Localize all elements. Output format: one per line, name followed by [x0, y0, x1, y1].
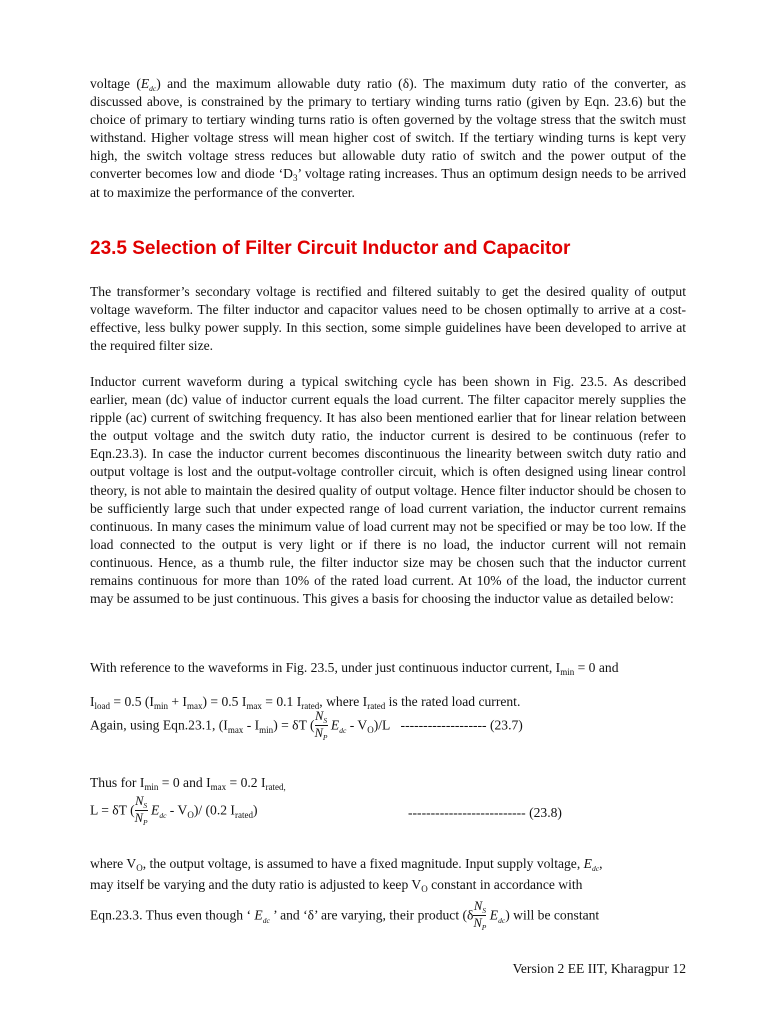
- subscript: O: [136, 863, 143, 873]
- fraction-ns-np: [473, 900, 486, 931]
- subscript: S: [323, 716, 328, 725]
- symbol-edc: E: [583, 856, 592, 871]
- subscript: dc: [498, 915, 506, 925]
- text: ) will be constant: [505, 907, 600, 923]
- symbol-np: N: [134, 811, 143, 825]
- fraction-ns-np: [315, 710, 328, 741]
- equation-number: (23.7): [489, 717, 523, 733]
- text: - V: [166, 802, 188, 818]
- text: I: [90, 694, 95, 709]
- subscript: load: [94, 701, 111, 711]
- symbol-edc: E: [140, 76, 150, 91]
- symbol-edc: E: [151, 802, 160, 818]
- symbol-np: N: [473, 916, 482, 930]
- paragraph-inductor-current: Inductor current waveform during a typical switching cycle has been shown in Fig. 23.5. As described earlier, mean (dc) value of inductor current equals the load current. The filter capacitor merely supplies the ripple (ac) current of switching frequency. It has also been mentioned earlier that for linear relation between the output voltage and the switch duty ratio, the inductor current is desired to be continuous (refer to Eqn.23.3). In case the inductor current becomes discontinuous the linearity between switch duty ratio and output voltage is lost and the output-voltage controller circuit, which is often designed using linear control theory, is not able to maintain the desired quality of output voltage. Hence filter inductor should be chosen to be sufficiently large such that under expected range of load current variation, the inductor current remains continuous. In many cases the minimum value of load current may not be specified or may be too low. If the load connected to the output is very light or if there is no load, the inductor current will not remain continuous. Hence, as a thumb rule, the filter inductor size may be chosen such that the inductor current remains continuous for more than 10% of the rated load current. At 10% of the load, the inductor current may be assumed to be just continuous. This gives a basis for choosing the inductor value as detailed below:: [90, 374, 686, 607]
- text: = 0 and: [574, 660, 619, 675]
- subscript: min: [560, 667, 575, 677]
- equation-23-8-leader: [408, 804, 562, 822]
- text: With reference to the waveforms in Fig. 23.5, under just continuous inductor current, I: [90, 660, 561, 675]
- subscript: dc: [591, 864, 600, 873]
- text: L = δT (: [90, 802, 135, 818]
- text: - I: [243, 717, 260, 733]
- subscript: max: [210, 782, 227, 792]
- text: ) = δT (: [273, 717, 315, 733]
- text: - V: [346, 717, 368, 733]
- subscript: S: [482, 906, 486, 915]
- text: is the rated load current.: [385, 694, 521, 709]
- text: = 0.2 I: [226, 775, 266, 790]
- text: = 0 and I: [158, 775, 211, 790]
- subscript: dc: [262, 915, 270, 925]
- paragraph-vo-line-1: [90, 855, 686, 873]
- subscript: min: [153, 701, 168, 711]
- page-footer: Version 2 EE IIT, Kharagpur 12: [512, 961, 686, 976]
- subscript: S: [143, 801, 148, 810]
- symbol-ns: N: [135, 794, 144, 808]
- subscript: min: [144, 782, 159, 792]
- text: constant in accordance with: [427, 877, 583, 892]
- symbol-edc: E: [254, 907, 263, 923]
- subscript: 3: [292, 173, 298, 184]
- line-thus: [90, 774, 286, 792]
- subscript: rated: [301, 701, 320, 711]
- subscript: rated,: [265, 782, 286, 792]
- line-iload: [90, 693, 520, 711]
- text: ) = 0.5 I: [202, 694, 247, 709]
- symbol-edc: E: [489, 907, 499, 923]
- text: may itself be varying and the duty ratio is adjusted to keep V: [90, 877, 422, 892]
- text: where V: [90, 856, 137, 871]
- text: Eqn.23.3. Thus even though ‘: [90, 907, 255, 923]
- equation-leader: -------------------: [400, 717, 487, 733]
- text: )/ (0.2 I: [193, 802, 235, 818]
- subscript: max: [186, 701, 203, 711]
- text: , the output voltage, is assumed to have a fixed magnitude. Input supply voltage,: [142, 856, 584, 871]
- equation-leader: --------------------------: [408, 805, 526, 820]
- paragraph-vo-line-2: [90, 876, 582, 894]
- subscript: P: [143, 818, 148, 827]
- fraction-ns-np: [135, 795, 148, 826]
- subscript: P: [481, 923, 487, 932]
- text: voltage (: [90, 76, 141, 91]
- subscript: dc: [149, 84, 157, 93]
- subscript: O: [367, 724, 374, 735]
- subscript: rated: [367, 701, 386, 711]
- subscript: P: [322, 733, 328, 742]
- text: + I: [167, 694, 187, 709]
- text: Again, using Eqn.23.1, (I: [90, 717, 228, 733]
- text: ’ voltage rating increases. Thus an optimum design needs to be arrived at to maximize the performance of the converter.: [90, 166, 686, 200]
- symbol-ns: N: [473, 899, 483, 913]
- paragraph-vo-line-3: [90, 901, 599, 932]
- section-heading: 23.5 Selection of Filter Circuit Inductor and Capacitor: [90, 238, 571, 259]
- text: )/L: [373, 717, 391, 733]
- subscript: min: [259, 724, 274, 735]
- text: = 0.1 I: [261, 694, 302, 709]
- symbol-edc: E: [330, 717, 340, 733]
- subscript: rated: [234, 809, 253, 820]
- text: ) and the maximum allowable duty ratio (δ). The maximum duty ratio of the converter, as discussed above, is constrained by the primary to tertiary winding turns ratio (given by Eqn. 23.6) but the choice of primary to tertiary winding turns ratio is often governed by the voltage stress that the switch must withstand. Higher voltage stress will mean higher cost of switch. If the tertiary winding turns is kept very high, the switch voltage stress reduces but allowable duty ratio of switch and the power output of the converter becomes low and diode ‘D: [90, 76, 686, 182]
- symbol-ns: N: [315, 709, 324, 723]
- subscript: dc: [159, 810, 167, 820]
- text: , where I: [319, 694, 368, 709]
- text: ,: [599, 856, 603, 871]
- subscript: O: [421, 884, 428, 894]
- equation-23-8: [90, 796, 258, 827]
- text: ): [252, 802, 258, 818]
- subscript: O: [187, 809, 194, 820]
- subscript: dc: [339, 725, 347, 735]
- subscript: max: [246, 701, 262, 711]
- text: Thus for I: [90, 775, 145, 790]
- equation-23-7: [90, 711, 523, 742]
- equation-number: (23.8): [529, 805, 562, 820]
- paragraph-intro: The transformer’s secondary voltage is rectified and filtered suitably to get the desired quality of output voltage waveform. The filter inductor and capacitor values need to be chosen optimally to arrive at a cost-effective, less bulky power supply. In this section, some simple guidelines have been developed to arrive at the required filter size.: [90, 284, 686, 354]
- paragraph-duty-ratio: [90, 75, 686, 202]
- subscript: max: [227, 724, 244, 735]
- symbol-np: N: [314, 726, 323, 740]
- text: = 0.5 (I: [110, 694, 154, 709]
- text: ’ and ‘δ’ are varying, their product (δ: [269, 907, 474, 923]
- line-reference: [90, 659, 619, 677]
